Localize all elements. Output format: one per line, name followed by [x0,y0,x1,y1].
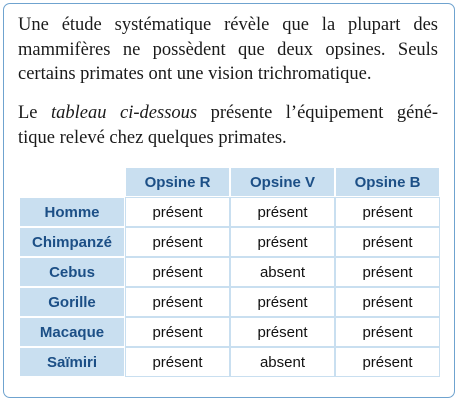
row-header: Homme [20,198,124,226]
opsin-table [18,166,441,378]
table-row [20,288,439,316]
column-header: Opsine R [126,168,229,196]
table-row [20,198,439,226]
text-fragment: Le [18,103,52,123]
intro-paragraph [18,13,438,87]
italic-reference: tableau ci-dessous [51,103,198,123]
table-cell: présent [126,288,229,316]
row-header: Macaque [20,318,124,346]
table-row [20,228,439,256]
row-header: Chimpanzé [20,228,124,256]
column-header: Opsine V [231,168,334,196]
table-cell: présent [336,318,439,346]
text-line: certains primates ont une vision trichromatique. [18,64,372,84]
table-cell: absent [231,348,334,376]
table-cell: présent [231,318,334,346]
text-line: Une étude systématique révèle que la plupart des [18,15,438,35]
table-cell: présent [231,228,334,256]
column-header: Opsine B [336,168,439,196]
table-cell: présent [126,198,229,226]
text-line: tique relevé chez quelques primates. [18,127,287,148]
table-intro-paragraph [18,101,438,150]
table-cell: présent [126,318,229,346]
table-corner-cell [20,168,124,196]
table-cell: présent [231,198,334,226]
table-cell: présent [126,228,229,256]
row-header: Saïmiri [20,348,124,376]
table-cell: absent [231,258,334,286]
table-cell: présent [126,258,229,286]
text-fragment: présente l’équipement géné- [197,103,439,123]
text-line: mammifères ne possèdent que deux opsines. Seuls [18,39,438,60]
table-cell: présent [126,348,229,376]
row-header: Gorille [20,288,124,316]
table-cell: présent [231,288,334,316]
table-cell: présent [336,198,439,226]
table-row [20,348,439,376]
table-cell: présent [336,348,439,376]
table-cell: présent [336,258,439,286]
table-row [20,318,439,346]
table-row [20,258,439,286]
row-header: Cebus [20,258,124,286]
text-line [18,101,438,126]
table-cell: présent [336,228,439,256]
table-cell: présent [336,288,439,316]
table-header-row [20,168,439,196]
